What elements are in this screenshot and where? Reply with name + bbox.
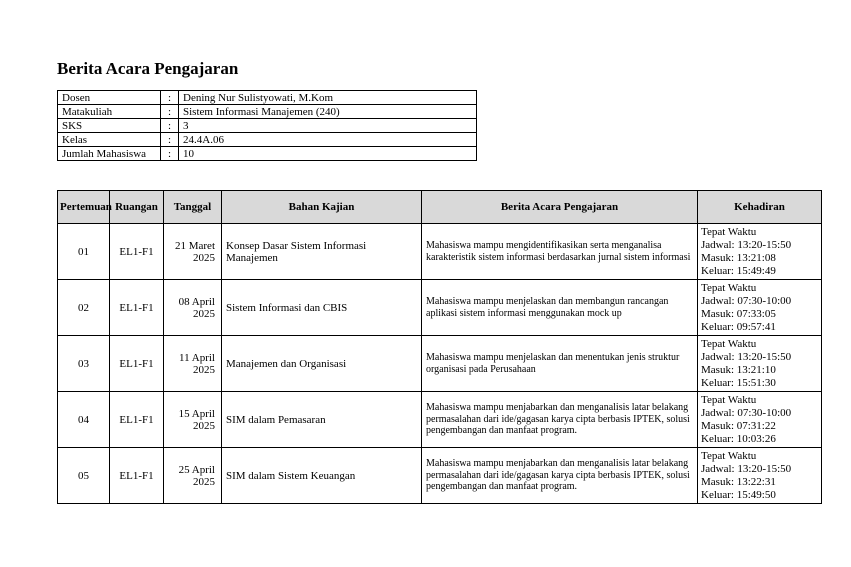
cell-ruangan: EL1-F1 — [110, 392, 164, 448]
table-header-row — [58, 191, 822, 224]
table-row — [58, 448, 822, 504]
cell-kehadiran — [698, 392, 822, 448]
cell-bahan-kajian: Konsep Dasar Sistem Informasi Manajemen — [222, 224, 422, 280]
kehadiran-keluar: Keluar: 10:03:26 — [701, 432, 776, 445]
cell-berita-acara: Mahasiswa mampu menjelaskan dan membangun rancangan aplikasi sistem informasi menggunakan mock up — [422, 280, 698, 336]
kehadiran-keluar: Keluar: 15:49:50 — [701, 488, 776, 501]
attendance-table — [57, 190, 822, 504]
kehadiran-masuk: Masuk: 13:22:31 — [701, 475, 776, 488]
cell-bahan-kajian: SIM dalam Pemasaran — [222, 392, 422, 448]
kehadiran-status: Tepat Waktu — [701, 393, 757, 406]
kehadiran-jadwal: Jadwal: 13:20-15:50 — [701, 462, 792, 475]
kehadiran-masuk: Masuk: 13:21:08 — [701, 251, 776, 264]
kehadiran-keluar: Keluar: 15:51:30 — [701, 376, 776, 389]
info-value: Sistem Informasi Manajemen (240) — [179, 105, 477, 119]
header-kehadiran: Kehadiran — [698, 191, 822, 224]
info-row-kelas — [58, 133, 477, 147]
cell-ruangan: EL1-F1 — [110, 336, 164, 392]
info-value: 3 — [179, 119, 477, 133]
header-bahan-kajian: Bahan Kajian — [222, 191, 422, 224]
table-row — [58, 336, 822, 392]
kehadiran-jadwal: Jadwal: 07:30-10:00 — [701, 406, 792, 419]
page-title: Berita Acara Pengajaran — [57, 59, 239, 78]
cell-bahan-kajian: Manajemen dan Organisasi — [222, 336, 422, 392]
info-label: SKS — [58, 119, 161, 133]
kehadiran-status: Tepat Waktu — [701, 225, 757, 238]
cell-kehadiran — [698, 224, 822, 280]
info-value: Dening Nur Sulistyowati, M.Kom — [179, 91, 477, 105]
cell-berita-acara: Mahasiswa mampu mengidentifikasikan serta menganalisa karakteristik sistem informasi berdasarkan jurnal sistem informasi — [422, 224, 698, 280]
header-tanggal: Tanggal — [164, 191, 222, 224]
info-value: 10 — [179, 147, 477, 161]
kehadiran-jadwal: Jadwal: 13:20-15:50 — [701, 238, 792, 251]
kehadiran-masuk: Masuk: 07:33:05 — [701, 307, 776, 320]
info-label: Dosen — [58, 91, 161, 105]
kehadiran-keluar: Keluar: 09:57:41 — [701, 320, 776, 333]
cell-berita-acara: Mahasiswa mampu menjabarkan dan menganalisis latar belakang permasalahan dari ide/gagasan karya cipta berbasis IPTEK, solusi pengembangan dan manfaat program. — [422, 448, 698, 504]
cell-ruangan: EL1-F1 — [110, 224, 164, 280]
cell-kehadiran — [698, 448, 822, 504]
table-row — [58, 280, 822, 336]
kehadiran-jadwal: Jadwal: 13:20-15:50 — [701, 350, 792, 363]
info-separator: : — [161, 133, 179, 147]
info-row-sks — [58, 119, 477, 133]
table-row — [58, 224, 822, 280]
kehadiran-status: Tepat Waktu — [701, 281, 757, 294]
cell-kehadiran — [698, 280, 822, 336]
header-pertemuan: Pertemuan — [58, 191, 110, 224]
cell-ruangan: EL1-F1 — [110, 448, 164, 504]
cell-pertemuan: 02 — [58, 280, 110, 336]
info-row-matakuliah — [58, 105, 477, 119]
cell-tanggal: 11 April 2025 — [164, 336, 222, 392]
info-separator: : — [161, 119, 179, 133]
cell-tanggal: 21 Maret 2025 — [164, 224, 222, 280]
cell-kehadiran — [698, 336, 822, 392]
cell-bahan-kajian: SIM dalam Sistem Keuangan — [222, 448, 422, 504]
info-row-dosen — [58, 91, 477, 105]
cell-pertemuan: 01 — [58, 224, 110, 280]
info-label: Matakuliah — [58, 105, 161, 119]
info-label: Jumlah Mahasiswa — [58, 147, 161, 161]
cell-pertemuan: 03 — [58, 336, 110, 392]
kehadiran-status: Tepat Waktu — [701, 449, 757, 462]
info-separator: : — [161, 147, 179, 161]
kehadiran-status: Tepat Waktu — [701, 337, 757, 350]
info-value: 24.4A.06 — [179, 133, 477, 147]
cell-tanggal: 15 April 2025 — [164, 392, 222, 448]
kehadiran-jadwal: Jadwal: 07:30-10:00 — [701, 294, 792, 307]
cell-tanggal: 08 April 2025 — [164, 280, 222, 336]
cell-bahan-kajian: Sistem Informasi dan CBIS — [222, 280, 422, 336]
cell-pertemuan: 04 — [58, 392, 110, 448]
kehadiran-keluar: Keluar: 15:49:49 — [701, 264, 776, 277]
info-row-jumlah-mahasiswa — [58, 147, 477, 161]
kehadiran-masuk: Masuk: 13:21:10 — [701, 363, 776, 376]
cell-tanggal: 25 April 2025 — [164, 448, 222, 504]
info-label: Kelas — [58, 133, 161, 147]
cell-ruangan: EL1-F1 — [110, 280, 164, 336]
info-table — [57, 90, 477, 161]
cell-berita-acara: Mahasiswa mampu menjelaskan dan menentukan jenis struktur organisasi pada Perusahaan — [422, 336, 698, 392]
cell-pertemuan: 05 — [58, 448, 110, 504]
info-separator: : — [161, 105, 179, 119]
kehadiran-masuk: Masuk: 07:31:22 — [701, 419, 776, 432]
table-row — [58, 392, 822, 448]
header-berita-acara: Berita Acara Pengajaran — [422, 191, 698, 224]
header-ruangan: Ruangan — [110, 191, 164, 224]
cell-berita-acara: Mahasiswa mampu menjabarkan dan menganalisis latar belakang permasalahan dari ide/gagasan karya cipta berbasis IPTEK, solusi pengembangan dan manfaat program. — [422, 392, 698, 448]
info-separator: : — [161, 91, 179, 105]
